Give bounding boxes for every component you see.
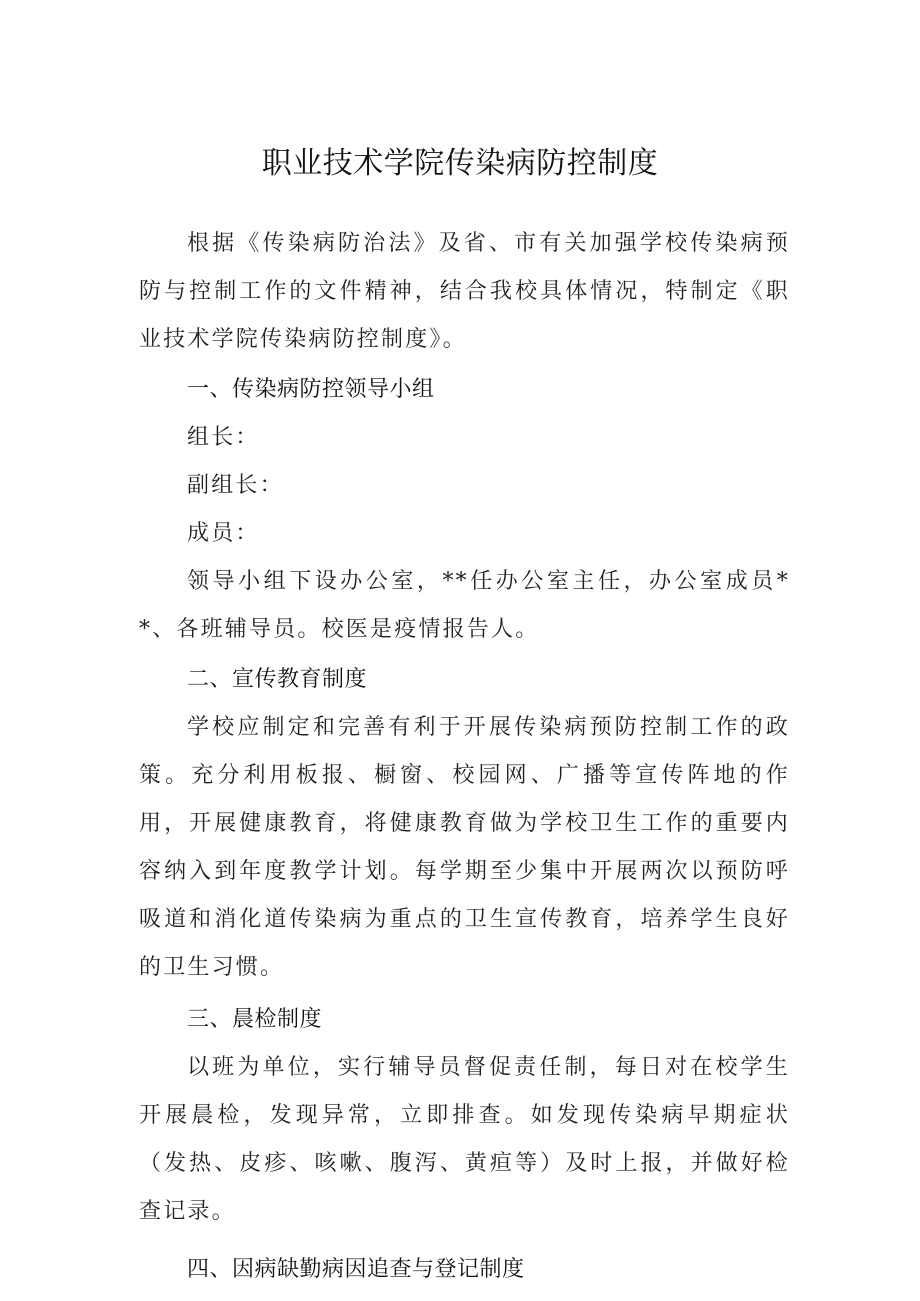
section-heading-leadership: 一、传染病防控领导小组 [187, 377, 435, 402]
intro-paragraph: 根据《传染病防治法》及省、市有关加强学校传染病预防与控制工作的文件精神，结合我校具体情况，特制定《职业技术学院传染病防控制度》。 [139, 231, 790, 352]
section-heading-morning-check: 三、晨检制度 [187, 1007, 323, 1032]
education-paragraph: 学校应制定和完善有利于开展传染病预防控制工作的政策。充分利用板报、橱窗、校园网、广播等宣传阵地的作用，开展健康教育，将健康教育做为学校卫生工作的重要内容纳入到年度教学计划。每学期至少集中开展两次以预防呼吸道和消化道传染病为重点的卫生宣传教育，培养学生良好的卫生习惯。 [139, 715, 790, 980]
office-paragraph: 领导小组下设办公室，**任办公室主任，办公室成员**、各班辅导员。校医是疫情报告人。 [139, 569, 790, 642]
members-line: 成员： [187, 521, 260, 546]
deputy-leader-line: 副组长： [187, 473, 284, 498]
leader-line: 组长： [187, 425, 260, 450]
section-heading-education: 二、宣传教育制度 [187, 667, 368, 692]
morning-check-paragraph: 以班为单位，实行辅导员督促责任制，每日对在校学生开展晨检，发现异常，立即排查。如发现传染病早期症状（发热、皮疹、咳嗽、腹泻、黄疸等）及时上报，并做好检查记录。 [139, 1055, 790, 1224]
document-title: 职业技术学院传染病防控制度 [261, 146, 659, 181]
document-body [139, 220, 790, 1294]
section-heading-absence-tracking: 四、因病缺勤病因追查与登记制度 [187, 1257, 525, 1282]
